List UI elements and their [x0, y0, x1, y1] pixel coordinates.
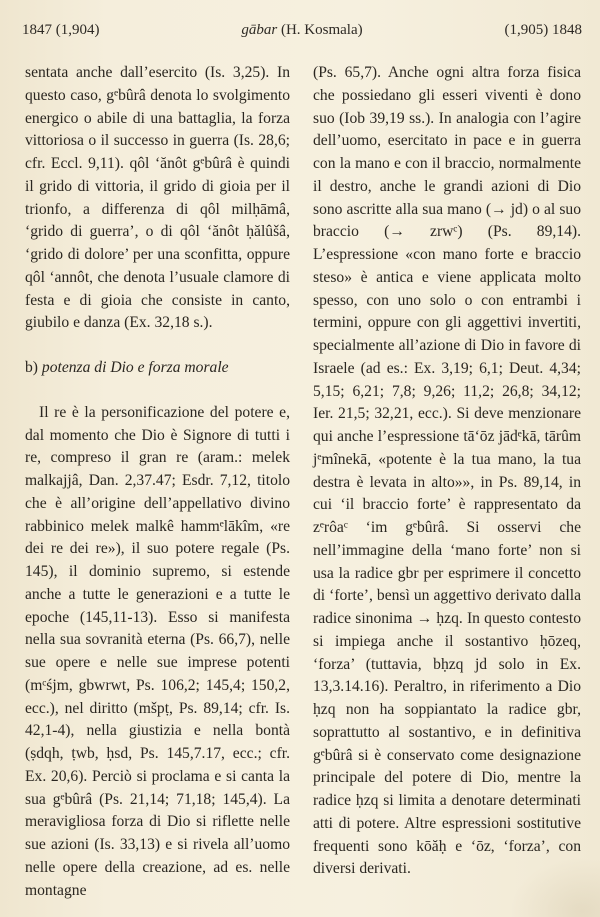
section-heading-label: b) — [25, 359, 42, 376]
paper-stain — [510, 857, 600, 917]
left-column — [25, 62, 290, 902]
right-column — [313, 62, 581, 881]
left-paragraph-1: sentata anche dall’esercito (Is. 3,25). In questo caso, gᵉbûrâ denota lo svolgimento energico o abile di una battaglia, la forza vittoriosa o il successo in guerra (Is. 28,6; cfr. Eccl. 9,11). qôl ‘ănôt gᵉbûrâ è quindi il grido di vittoria, il grido di gioia per il trionfo, a differenza di qôl milḥāmâ, ‘grido di guerra’, o di qôl ‘ănôt ḥălûšâ, ‘grido di dolore’ per una sconfitta, oppure qôl ‘annôt, che denota l’usuale clamore di festa e di gioia che consiste in canto, giubilo e danza (Ex. 32,18 s.). — [25, 64, 290, 332]
section-heading — [25, 357, 290, 380]
right-paragraph-1: (Ps. 65,7). Anche ogni altra forza fisica che possiedano gli esseri viventi è dono suo (Iob 39,19 ss.). In analogia con l’agire dell’uomo, esercitato in pace e in guerra con la mano e con il braccio, normalmente il destro, anche le grandi azioni di Dio sono ascritte alla sua mano (→ jd) o al suo braccio (→ zrwᶜ) (Ps. 89,14). L’espressione «con mano forte e braccio steso» è antica e viene applicata molto spesso, con uno solo o con entrambi i termini, oppure con gli aggettivi invertiti, specialmente all’azione di Dio in favore di Israele (ad es.: Ex. 3,19; 6,1; Deut. 4,34; 5,15; 6,21; 7,8; 9,26; 11,2; 26,8; 34,12; Ier. 21,5; 32,21, ecc.). Si deve menzionare qui anche l’espressione tā‘ōz jādᵉkā, tārûm jᵉmînekā, «potente è la tua mano, la tua destra è levata in alto»», in Ps. 89,14, in cui ‘il braccio forte’ è rappresentato da zᵉrôaᶜ ‘im gᵉbûrâ. Si osservi che nell’immagine della ‘mano forte’ non si usa la radice gbr per esprimere il concetto di ‘forte’, bensì un aggettivo derivato dalla radice sinonima → ḥzq. In questo contesto si impiega anche il sostantivo ḥōzeq, ‘forza’ (tuttavia, bḥzq jd solo in Ex. 13,3.14.16). Peraltro, in riferimento a Dio ḥzq non ha soppiantato la radice gbr, soprattutto al sostantivo, e in definitiva gᵉbûrâ si è conservato come designazione principale del potere di Dio, mentre la radice ḥzq si limita a denotare determinati atti di potere. Altre espressioni sostitutive frequenti sono kōăḥ e ‘ōz, ‘forza’, con diversi derivati. — [313, 64, 581, 878]
section-heading-title: potenza di Dio e forza morale — [41, 359, 229, 376]
left-paragraph-2: Il re è la personificazione del potere e, dal momento che Dio è Signore di tutti i re, compreso il gran re (aram.: melek malkajjâ, Dan. 2,37.47; Esdr. 7,12, titolo che è all’origine dell’appellativo divino rabbinico melek malkê hammᵉlākîm, «re dei re dei re»), il suo potere regale (Ps. 145), il dominio supremo, si estende anche a tutte le generazioni e a tutte le epoche (145,11-13). Esso si manifesta nella sua sovranità eterna (Ps. 66,7), nelle sue opere e nelle sue imprese potenti (mᶜśjm, gbwrwt, Ps. 106,2; 145,4; 150,2, ecc.), nel diritto (mšpṭ, Ps. 89,14; cfr. Is. 42,1-4), nella giustizia e nella bontà (ṣdqh, ṭwb, ḥsd, Ps. 145,7.17, ecc.; cfr. Ex. 20,6). Perciò si proclama e si canta la sua gᵉbûrâ (Ps. 21,14; 71,18; 145,4). La meravigliosa forza di Dio si riflette nelle sue azioni (Is. 33,13) e si rivela all’uomo nelle opere della creazione, ad es. nelle montagne — [25, 403, 290, 899]
page-number-right: (1,905) 1848 — [504, 22, 582, 38]
running-title-author: (H. Kosmala) — [277, 22, 363, 38]
running-title — [22, 22, 582, 39]
running-title-word: gābar — [241, 22, 278, 38]
page-number-left: 1847 (1,904) — [22, 22, 100, 38]
running-head — [22, 22, 582, 44]
